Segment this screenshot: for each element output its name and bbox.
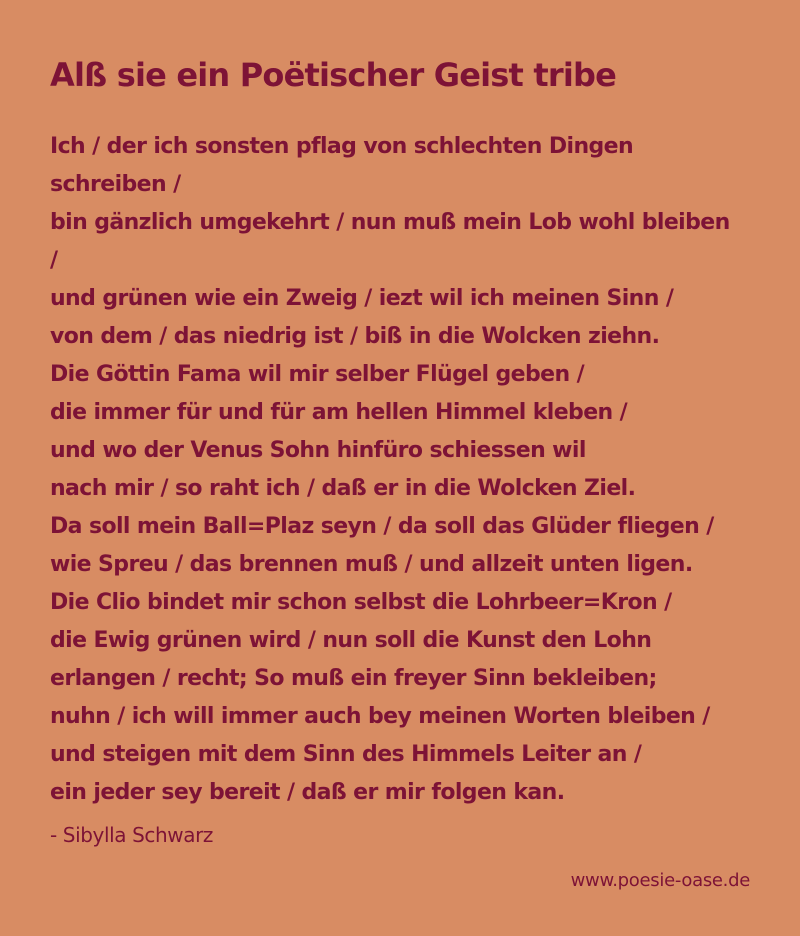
poem-line: und grünen wie ein Zweig / iezt wil ich meinen Sinn / xyxy=(50,286,674,311)
poem-line: und wo der Venus Sohn hinfüro schiessen wil xyxy=(50,438,586,463)
poem-line: die Ewig grünen wird / nun soll die Kunst den Lohn xyxy=(50,628,652,653)
poem-line: wie Spreu / das brennen muß / und allzeit unten ligen. xyxy=(50,552,693,577)
poem-line: erlangen / recht; So muß ein freyer Sinn bekleiben; xyxy=(50,666,657,691)
poem-line: die immer für und für am hellen Himmel kleben / xyxy=(50,400,628,425)
poem-line: und steigen mit dem Sinn des Himmels Leiter an / xyxy=(50,742,642,767)
website-url: www.poesie-oase.de xyxy=(570,870,750,891)
poem-line: bin gänzlich umgekehrt / nun muß mein Lob wohl bleiben xyxy=(50,210,730,235)
poem-line: nach mir / so raht ich / daß er in die Wolcken Ziel. xyxy=(50,476,636,501)
poem-line: Die Clio bindet mir schon selbst die Lohrbeer=Kron / xyxy=(50,590,672,615)
poem-line: ein jeder sey bereit / daß er mir folgen kan. xyxy=(50,780,565,805)
poem-line: Da soll mein Ball=Plaz seyn / da soll das Glüder fliegen / xyxy=(50,514,714,539)
poem-line: schreiben / xyxy=(50,172,181,197)
poem-title: Alß sie ein Poëtischer Geist tribe xyxy=(50,56,617,94)
poem-line: Ich / der ich sonsten pflag von schlechten Dingen xyxy=(50,134,634,159)
poem-body xyxy=(50,128,765,812)
poem-line: nuhn / ich will immer auch bey meinen Worten bleiben / xyxy=(50,704,710,729)
poem-line: von dem / das niedrig ist / biß in die Wolcken ziehn. xyxy=(50,324,660,349)
poem-line: Die Göttin Fama wil mir selber Flügel geben / xyxy=(50,362,585,387)
poem-line: / xyxy=(50,248,58,273)
poem-author: - Sibylla Schwarz xyxy=(50,823,213,847)
